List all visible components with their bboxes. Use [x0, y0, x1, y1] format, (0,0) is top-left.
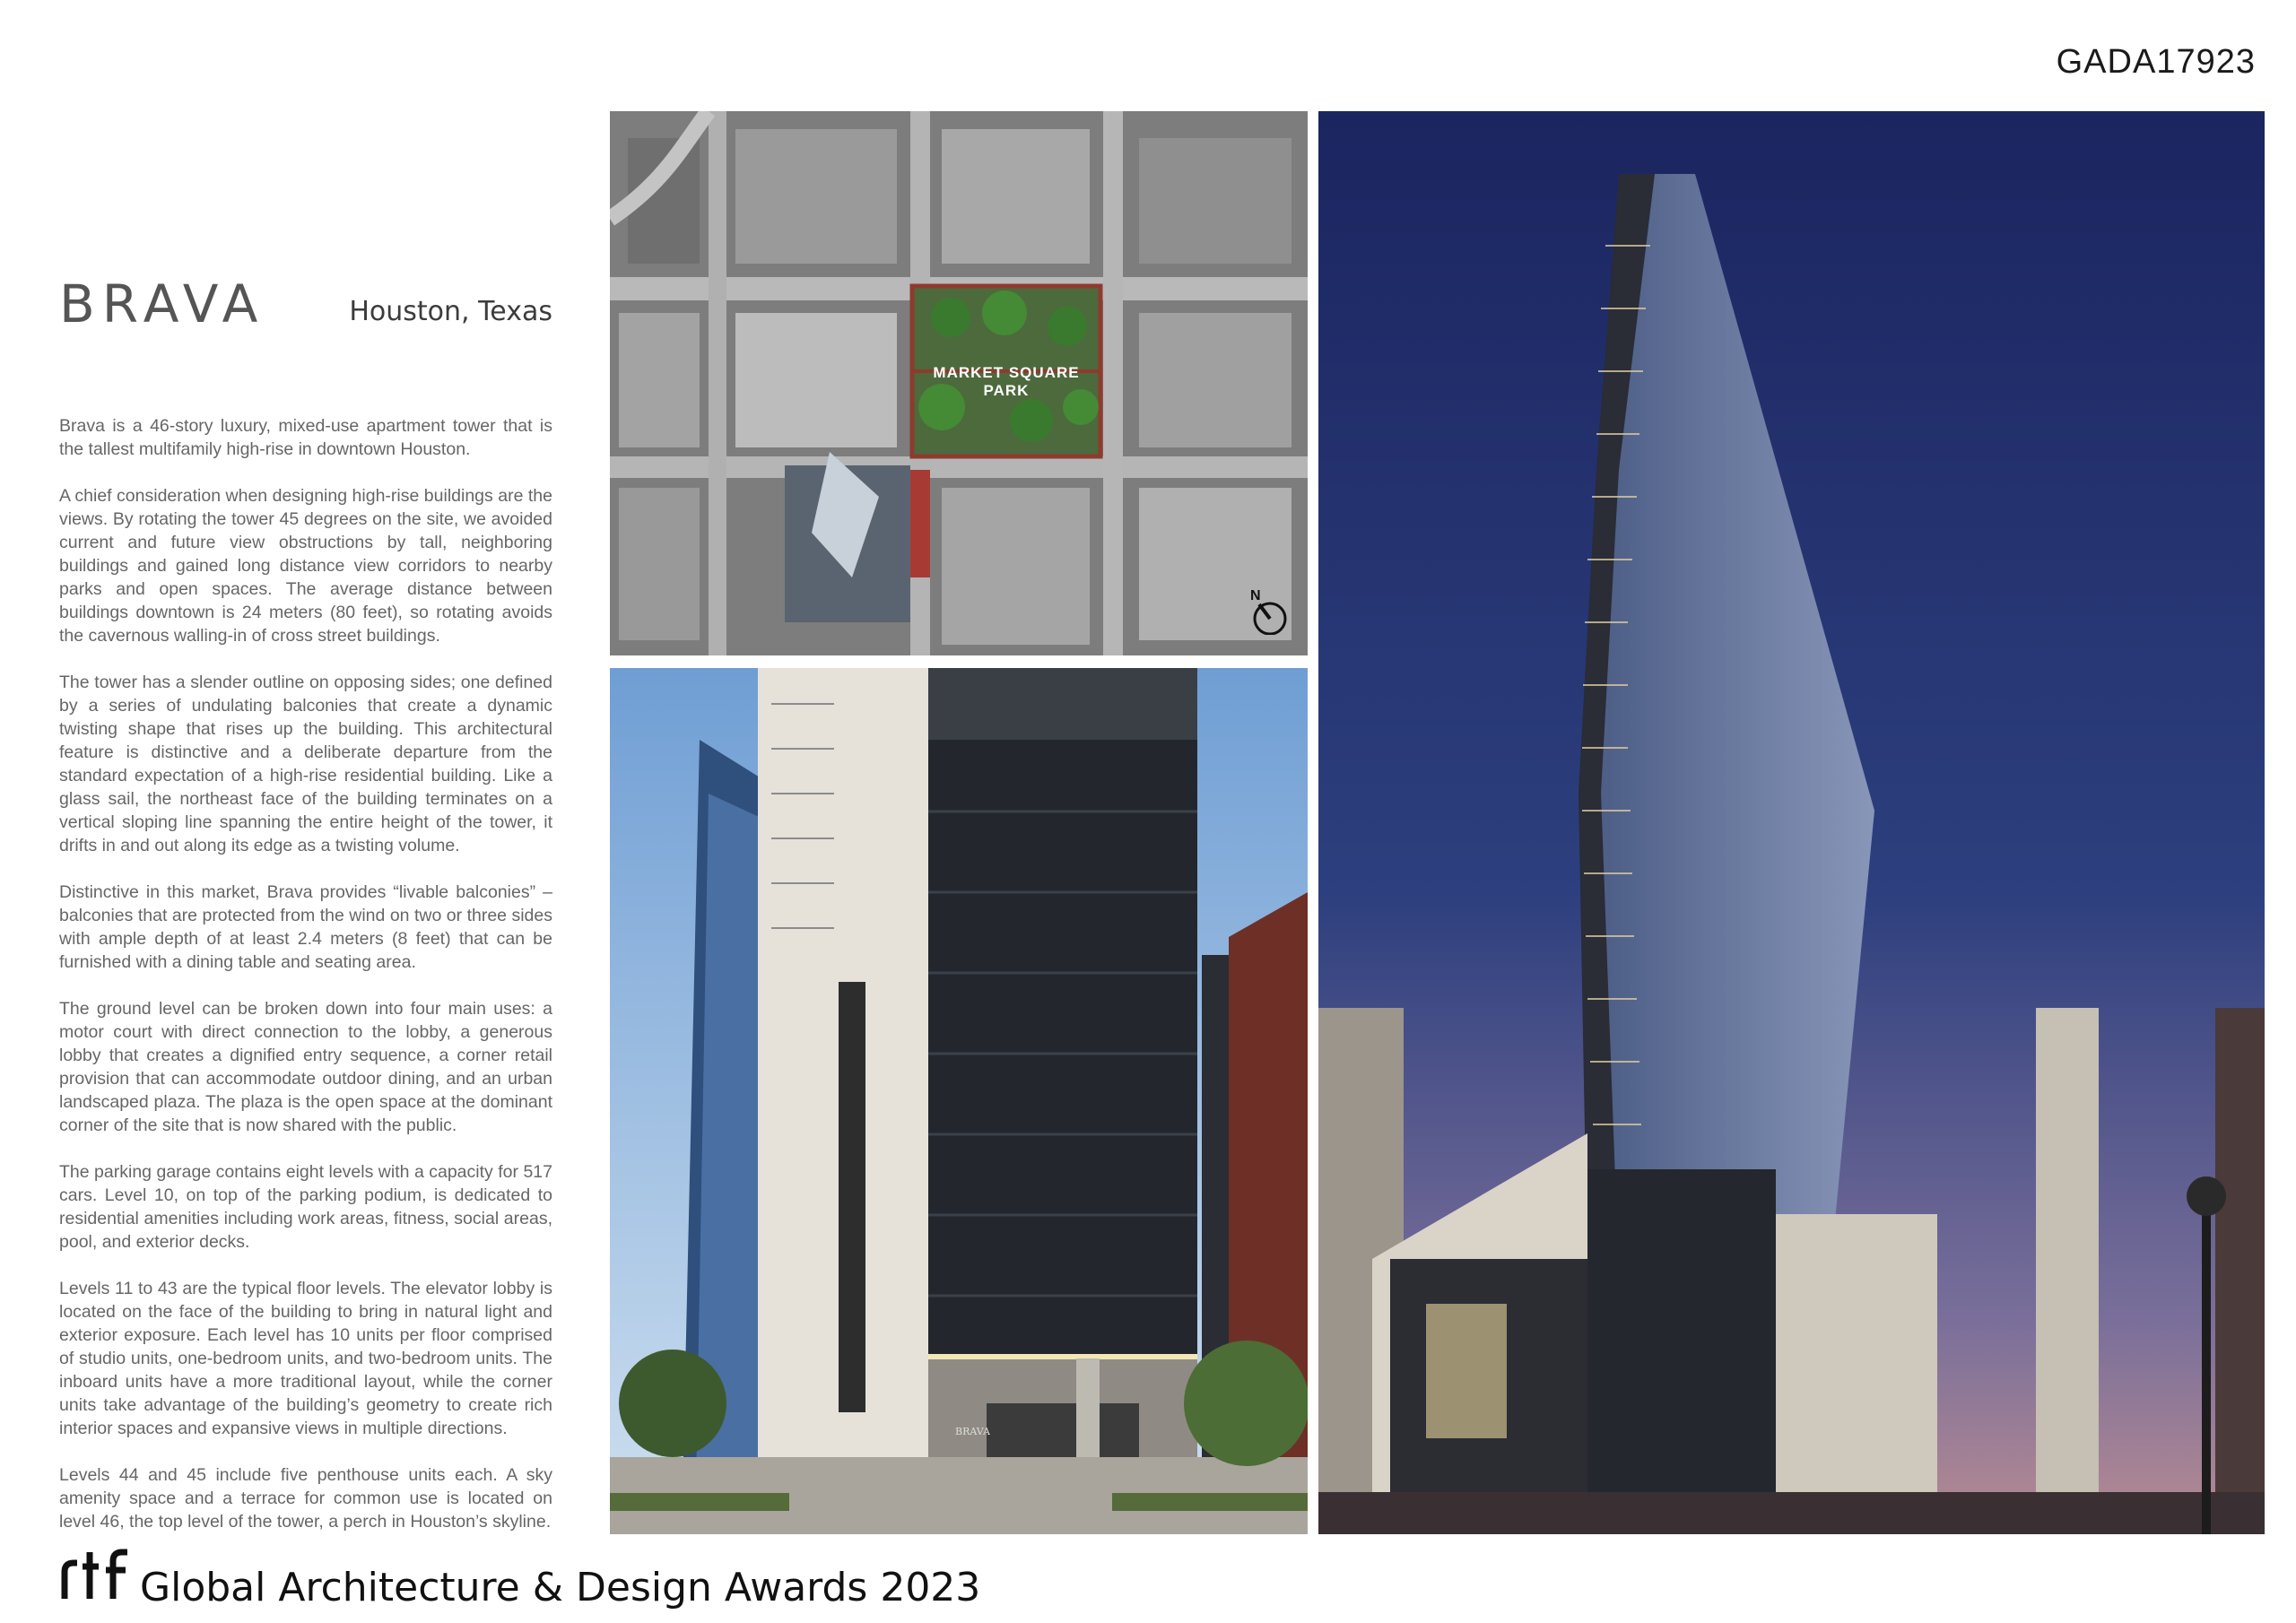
- description-paragraph: Levels 11 to 43 are the typical floor levels. The elevator lobby is located on the face of the building to bring in natural light and exterior exposure. Each level has 10 units per floor comprised of studio units, one-bedroom units, and two-bedroom units. The inboard units have a more traditional layout, while the corner units take advantage of the building’s geometry to create rich interior spaces and expansive views in multiple directions.: [59, 1279, 552, 1438]
- description-paragraph: Levels 44 and 45 include five penthouse units each. A sky amenity space and a terrace for common use is located on level 46, the top level of the tower, a perch in Houston’s skyline.: [59, 1465, 552, 1532]
- project-description: [59, 414, 552, 1557]
- aerial-site-map-image: [610, 111, 1308, 655]
- north-arrow-icon: [1250, 588, 1290, 635]
- description-paragraph: The parking garage contains eight levels with a capacity for 517 cars. Level 10, on top of the parking podium, is dedicated to residential amenities including work areas, fitness, social areas, pool, and exterior decks.: [59, 1162, 552, 1252]
- project-location: Houston, Texas: [349, 296, 552, 327]
- tower-night-photo-image: [1318, 111, 2265, 1534]
- park-label-line1: MARKET SQUARE: [933, 364, 1080, 381]
- park-label: [906, 364, 1107, 400]
- project-code: GADA17923: [2056, 43, 2256, 81]
- description-paragraph: The ground level can be broken down into four main uses: a motor court with direct connection to the lobby, a generous lobby that creates a dignified entry sequence, a corner retail provision that can accommodate outdoor dining, and an urban landscaped plaza. The plaza is the open space at the dominant corner of the site that is now shared with the public.: [59, 999, 552, 1135]
- park-label-line2: PARK: [983, 382, 1030, 399]
- project-title: BRAVA: [59, 273, 265, 334]
- north-label: N: [1250, 588, 1261, 603]
- description-paragraph: The tower has a slender outline on opposing sides; one defined by a series of undulating balconies that create a dynamic twisting shape that rises up the building. This architectural feature is distinctive and a deliberate departure from the standard expectation of a high-rise residential building. Like a glass sail, the northeast face of the building terminates on a vertical sloping line spanning the entire height of the tower, it drifts in and out along its edge as a twisting volume.: [59, 673, 552, 855]
- description-paragraph: A chief consideration when designing high-rise buildings are the views. By rotating the tower 45 degrees on the site, we avoided current and future view obstructions by tall, neighboring buildings and gained long distance view corridors to nearby parks and open spaces. The average distance between buildings downtown is 24 meters (80 feet), so rotating avoids the cavernous walling-in of cross street buildings.: [59, 486, 552, 646]
- award-title: Global Architecture & Design Awards 2023: [140, 1565, 981, 1610]
- description-paragraph: Distinctive in this market, Brava provides “livable balconies” – balconies that are protected from the wind on two or three sides with ample depth of at least 2.4 meters (8 feet) that can be furnished with a dining table and seating area.: [59, 882, 552, 972]
- entrance-photo-image: [610, 668, 1308, 1534]
- rtf-logo: [59, 1547, 129, 1601]
- description-paragraph: Brava is a 46-story luxury, mixed-use apartment tower that is the tallest multifamily high-rise in downtown Houston.: [59, 416, 552, 459]
- entrance-sign: BRAVA: [955, 1426, 990, 1437]
